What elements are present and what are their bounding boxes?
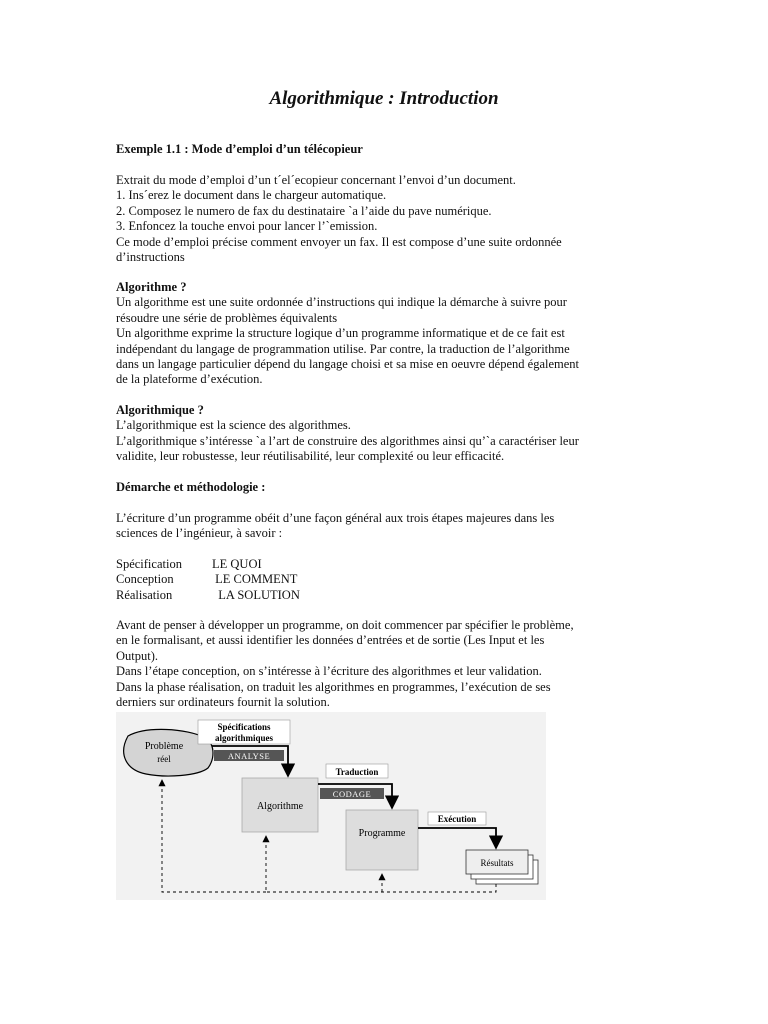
step-desc: LE COMMENT: [212, 572, 298, 587]
process-diagram: [116, 712, 546, 900]
example-line: 3. Enfoncez la touche envoi pour lancer l’`emission.: [116, 219, 378, 234]
traduction-label: Traduction: [335, 767, 379, 777]
codage-label: CODAGE: [332, 789, 372, 799]
demarche-body-line: Avant de penser à développer un programme, on doit commencer par spécifier le problème,: [116, 618, 574, 632]
resultats-label: Résultats: [480, 858, 514, 868]
step-row: [116, 557, 300, 572]
analyse-label: ANALYSE: [227, 751, 271, 761]
programme-box: [346, 810, 418, 870]
algorithmique-line: L’algorithmique s’intéresse `a l’art de construire des algorithmes ainsi qu’`a caractériser leur: [116, 433, 579, 448]
algorithmique-heading: Algorithmique ?: [116, 403, 204, 417]
specifications-label: Spécifications: [217, 722, 271, 732]
steps-list: [116, 557, 300, 603]
demarche-body-line: Dans la phase réalisation, on traduit les algorithmes en programmes, l’exécution de ses: [116, 679, 551, 694]
demarche-body-line: en le formalisant, et aussi identifier les données d’entrées et de sortie (Les Input et les: [116, 633, 545, 648]
probleme-label: Problème: [144, 741, 184, 752]
example-line: 1. Ins´erez le document dans le chargeur automatique.: [116, 188, 387, 203]
step-row: [116, 572, 300, 587]
example-line: 2. Composez le numero de fax du destinataire `a l’aide du pave numérique.: [116, 203, 492, 218]
algorithme-label: Algorithme: [256, 801, 304, 812]
step-phase: Réalisation: [116, 587, 173, 602]
demarche-body-line: derniers sur ordinateurs fournit la solution.: [116, 695, 330, 709]
algorithme-heading: Algorithme ?: [116, 280, 187, 294]
demarche-intro-line: L’écriture d’un programme obéit d’une façon général aux trois étapes majeures dans les: [116, 511, 555, 525]
demarche-heading: Démarche et méthodologie :: [116, 480, 266, 494]
step-phase: Conception: [116, 572, 174, 587]
example-heading: Exemple 1.1 : Mode d’emploi d’un télécopieur: [116, 142, 363, 156]
process-diagram-svg: [116, 712, 546, 900]
step-desc: LA SOLUTION: [212, 587, 300, 602]
page-title: Algorithmique : Introduction: [269, 88, 499, 109]
step-desc: LE QUOI: [212, 557, 262, 571]
algorithme-line: Un algorithme est une suite ordonnée d’instructions qui indique la démarche à suivre pour: [116, 295, 567, 310]
algorithme-line: indépendant du langage de programmation utilise. Par contre, la traduction de l’algorithme: [116, 341, 570, 356]
example-line: Ce mode d’emploi précise comment envoyer un fax. Il est compose d’une suite ordonnée: [116, 234, 562, 249]
algorithmique-line: validite, leur robustesse, leur réutilisabilité, leur complexité ou leur efficacité.: [116, 449, 505, 464]
demarche-body-line: Output).: [116, 648, 159, 663]
demarche-intro-line: sciences de l’ingénieur, à savoir :: [116, 526, 283, 541]
step-phase: Spécification: [116, 557, 182, 571]
probleme-label: réel: [157, 754, 171, 764]
step-row: [116, 588, 300, 603]
execution-label: Exécution: [437, 814, 477, 824]
example-line: Extrait du mode d’emploi d’un t´el´ecopieur concernant l’envoi d’un document.: [116, 173, 516, 187]
algorithme-line: Un algorithme exprime la structure logique d’un programme informatique et de ce fait est: [116, 326, 565, 341]
algorithme-line: de la plateforme d’exécution.: [116, 372, 263, 387]
demarche-body-line: Dans l’étape conception, on s’intéresse à l’écriture des algorithmes et leur validation.: [116, 664, 542, 679]
algorithmique-line: L’algorithmique est la science des algorithmes.: [116, 418, 351, 433]
algorithme-line: résoudre une série de problèmes équivalents: [116, 310, 338, 325]
programme-label: Programme: [358, 828, 406, 839]
specifications-label: algorithmiques: [214, 733, 274, 743]
example-line: d’instructions: [116, 250, 185, 264]
algorithme-line: dans un langage particulier dépend du langage choisi et sa mise en oeuvre dépend également: [116, 357, 580, 371]
